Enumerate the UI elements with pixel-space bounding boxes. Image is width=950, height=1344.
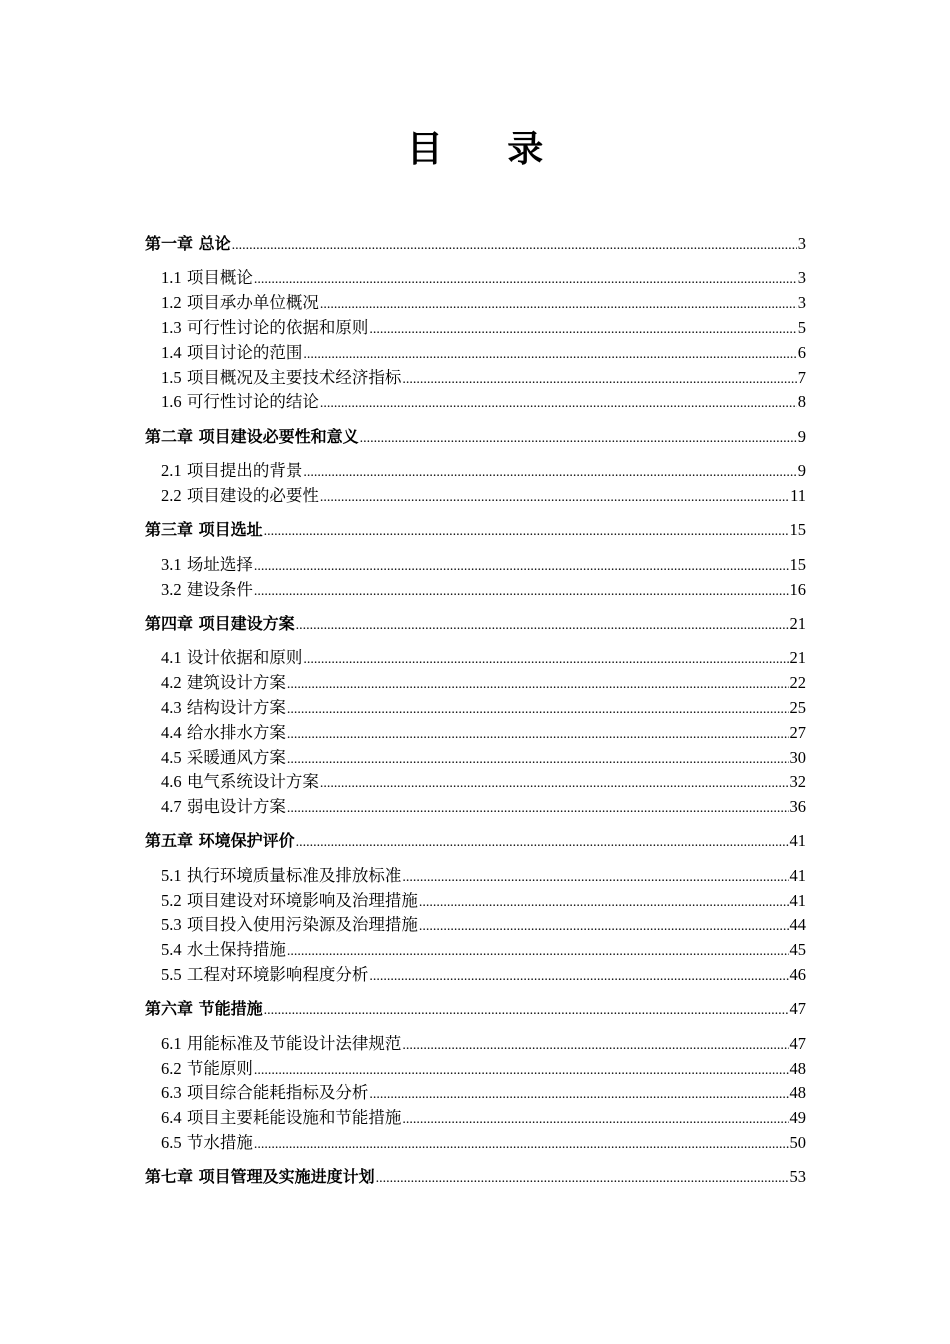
toc-entry-label	[161, 553, 253, 578]
toc-entry-label	[161, 266, 253, 291]
toc-entry-label	[161, 770, 319, 795]
toc-section-entry[interactable]	[145, 646, 806, 671]
toc-entry-text: 项目主要耗能设施和节能措施	[186, 1108, 402, 1128]
toc-page-number: 47	[789, 999, 806, 1019]
toc-entry-label	[161, 746, 286, 771]
toc-entry-text: 项目投入使用污染源及治理措施	[186, 915, 418, 935]
dot-leader	[402, 1034, 788, 1059]
toc-section-entry[interactable]	[145, 889, 806, 914]
toc-entry-label	[161, 366, 401, 391]
toc-section-number: 6.4	[161, 1108, 182, 1128]
toc-section-entry[interactable]	[145, 746, 806, 771]
toc-section-number: 2.1	[161, 461, 182, 481]
toc-entry-label	[145, 425, 359, 450]
dot-leader	[320, 392, 797, 417]
toc-page-number: 3	[797, 234, 806, 253]
toc-entry-text: 项目讨论的范围	[186, 342, 303, 362]
toc-page-number: 11	[790, 485, 806, 505]
toc-entry-text: 第七章 项目管理及实施进度计划	[145, 1167, 375, 1187]
toc-page-number: 3	[797, 268, 806, 288]
toc-entry-label	[161, 1131, 253, 1156]
toc-section-entry[interactable]	[145, 1081, 806, 1106]
toc-entry-text: 场址选择	[186, 554, 253, 574]
toc-page-number: 9	[797, 461, 806, 481]
toc-entry-label	[161, 889, 418, 914]
toc-page-number: 15	[789, 520, 806, 540]
dot-leader	[254, 580, 789, 605]
toc-entry-text: 工程对环境影响程度分析	[186, 965, 369, 985]
toc-entry-label	[161, 459, 302, 484]
toc-section-entry[interactable]	[145, 459, 806, 484]
toc-page-number: 6	[797, 342, 806, 362]
dot-leader	[232, 234, 797, 259]
dot-leader	[287, 673, 789, 698]
toc-entry-label	[161, 291, 319, 316]
dot-leader	[296, 831, 789, 856]
dot-leader	[402, 1108, 788, 1133]
dot-leader	[254, 1133, 789, 1158]
toc-section-number: 4.3	[161, 697, 182, 717]
toc-entry-text: 结构设计方案	[186, 697, 286, 717]
toc-section-entry[interactable]	[145, 1057, 806, 1082]
dot-leader	[296, 614, 789, 639]
toc-entry-text: 第二章 项目建设必要性和意义	[145, 426, 359, 446]
toc-section-entry[interactable]	[145, 913, 806, 938]
toc-page-number: 48	[789, 1058, 806, 1078]
toc-section-number: 5.2	[161, 890, 182, 910]
toc-section-number: 1.5	[161, 367, 182, 387]
toc-page-number: 46	[789, 965, 806, 985]
toc-page-number: 44	[789, 915, 806, 935]
toc-entry-label	[161, 913, 418, 938]
toc-section-entry[interactable]	[145, 795, 806, 820]
toc-page-number: 47	[789, 1033, 806, 1053]
toc-section-entry[interactable]	[145, 366, 806, 391]
dot-leader	[254, 268, 797, 293]
toc-entry-text: 第四章 项目建设方案	[145, 613, 295, 633]
toc-section-number: 4.5	[161, 747, 182, 767]
dot-leader	[320, 486, 789, 511]
dot-leader	[287, 797, 789, 822]
toc-entry-label	[161, 1081, 368, 1106]
toc-section-number: 1.3	[161, 317, 182, 337]
toc-page-number: 3	[797, 293, 806, 313]
toc-entry-label	[161, 795, 286, 820]
dot-leader	[320, 772, 789, 797]
toc-entry-label	[145, 829, 295, 854]
dot-leader	[264, 520, 789, 545]
dot-leader	[287, 723, 789, 748]
dot-leader	[360, 427, 797, 452]
toc-entry-text: 电气系统设计方案	[186, 772, 319, 792]
toc-entry-text: 节能原则	[186, 1058, 253, 1078]
toc-entry-text: 第一章 总论	[145, 234, 231, 253]
toc-section-entry[interactable]	[145, 484, 806, 509]
toc-entry-label	[161, 864, 401, 889]
toc-page-number: 45	[789, 940, 806, 960]
toc-section-number: 1.2	[161, 293, 182, 313]
toc-section-entry[interactable]	[145, 721, 806, 746]
dot-leader	[376, 1167, 789, 1192]
toc-entry-label	[145, 1165, 375, 1190]
toc-entry-label	[145, 518, 263, 543]
toc-page-number: 8	[797, 392, 806, 412]
toc-section-number: 5.5	[161, 965, 182, 985]
toc-section-number: 5.4	[161, 940, 182, 960]
toc-entry-text: 设计依据和原则	[186, 648, 303, 668]
dot-leader	[402, 368, 796, 393]
toc-page-number: 50	[789, 1133, 806, 1153]
toc-entry-text: 水土保持措施	[186, 940, 286, 960]
toc-section-number: 6.5	[161, 1133, 182, 1153]
toc-section-number: 4.6	[161, 772, 182, 792]
toc-page-number: 41	[789, 865, 806, 885]
toc-entry-label	[161, 390, 319, 415]
toc-section-number: 4.1	[161, 648, 182, 668]
toc-section-entry[interactable]	[145, 1131, 806, 1156]
toc-entry-label	[161, 721, 286, 746]
toc-page-number: 21	[789, 648, 806, 668]
toc-section-number: 5.1	[161, 865, 182, 885]
toc-section-entry[interactable]	[145, 553, 806, 578]
dot-leader	[419, 915, 789, 940]
toc-entry-text: 给水排水方案	[186, 722, 286, 742]
toc-entry-text: 第三章 项目选址	[145, 520, 263, 540]
toc-section-number: 5.3	[161, 915, 182, 935]
toc-section-number: 4.2	[161, 673, 182, 693]
toc-page-number: 15	[789, 554, 806, 574]
toc-page-number: 41	[789, 890, 806, 910]
dot-leader	[254, 1059, 789, 1084]
toc-entry-text: 项目综合能耗指标及分析	[186, 1083, 369, 1103]
toc-section-number: 6.2	[161, 1058, 182, 1078]
toc-page-number: 21	[789, 613, 806, 633]
toc-section-number: 1.1	[161, 268, 182, 288]
toc-section-entry[interactable]	[145, 316, 806, 341]
toc-section-number: 3.1	[161, 554, 182, 574]
dot-leader	[369, 1083, 788, 1108]
toc-chapter-entry[interactable]	[145, 997, 806, 1022]
toc-entry-text: 节水措施	[186, 1133, 253, 1153]
toc-chapter-entry[interactable]	[145, 829, 806, 854]
toc-entry-text: 弱电设计方案	[186, 797, 286, 817]
toc-entry-label	[161, 671, 286, 696]
toc-page-number: 30	[789, 747, 806, 767]
dot-leader	[264, 999, 789, 1024]
toc-entry-text: 项目概论	[186, 268, 253, 288]
toc-page-number: 22	[789, 673, 806, 693]
toc-entry-label	[161, 938, 286, 963]
toc-page-number: 41	[789, 831, 806, 851]
toc-page-number: 25	[789, 697, 806, 717]
toc-section-entry[interactable]	[145, 266, 806, 291]
toc-section-entry[interactable]	[145, 291, 806, 316]
dot-leader	[287, 748, 789, 773]
dot-leader	[402, 866, 788, 891]
toc-entry-label	[161, 316, 368, 341]
toc-section-number: 3.2	[161, 579, 182, 599]
toc-section-number: 6.1	[161, 1033, 182, 1053]
dot-leader	[254, 555, 789, 580]
toc-entry-label	[161, 341, 302, 366]
toc-page-number: 16	[789, 579, 806, 599]
toc-section-entry[interactable]	[145, 696, 806, 721]
toc-section-entry[interactable]	[145, 963, 806, 988]
toc-section-number: 4.4	[161, 722, 182, 742]
dot-leader	[303, 461, 796, 486]
toc-page-number: 48	[789, 1083, 806, 1103]
toc-section-entry[interactable]	[145, 1032, 806, 1057]
toc-section-entry[interactable]	[145, 938, 806, 963]
toc-page-number: 36	[789, 797, 806, 817]
toc-page-number: 32	[789, 772, 806, 792]
toc-entry-label	[161, 696, 286, 721]
toc-chapter-entry[interactable]	[145, 612, 806, 637]
toc-section-entry[interactable]	[145, 578, 806, 603]
toc-section-entry[interactable]	[145, 1106, 806, 1131]
dot-leader	[287, 698, 789, 723]
toc-entry-text: 采暖通风方案	[186, 747, 286, 767]
page-title: 目 录	[406, 129, 570, 170]
toc-page-number: 9	[797, 426, 806, 446]
toc-chapter-entry[interactable]	[145, 518, 806, 543]
dot-leader	[369, 965, 788, 990]
toc-section-number: 6.3	[161, 1083, 182, 1103]
toc-section-number: 2.2	[161, 485, 182, 505]
toc-section-entry[interactable]	[145, 390, 806, 415]
toc-entry-text: 可行性讨论的结论	[186, 392, 319, 412]
toc-entry-text: 可行性讨论的依据和原则	[186, 317, 369, 337]
toc-section-number: 1.4	[161, 342, 182, 362]
toc-section-entry[interactable]	[145, 671, 806, 696]
toc-entry-label	[161, 1057, 253, 1082]
toc-section-entry[interactable]	[145, 864, 806, 889]
toc-entry-text: 建筑设计方案	[186, 673, 286, 693]
toc-section-entry[interactable]	[145, 341, 806, 366]
toc-entry-label	[145, 997, 263, 1022]
toc-entry-text: 第六章 节能措施	[145, 999, 263, 1019]
toc-chapter-entry[interactable]	[145, 232, 806, 257]
toc-entry-text: 项目概况及主要技术经济指标	[186, 367, 402, 387]
toc-entry-label	[145, 232, 231, 257]
dot-leader	[320, 293, 797, 318]
toc-entry-label	[161, 578, 253, 603]
toc-page-number: 5	[797, 317, 806, 337]
toc-entry-text: 项目建设的必要性	[186, 485, 319, 505]
toc-entry-label	[161, 646, 302, 671]
dot-leader	[419, 891, 789, 916]
dot-leader	[303, 648, 788, 673]
toc-entry-text: 建设条件	[186, 579, 253, 599]
dot-leader	[287, 940, 789, 965]
toc-page-number: 53	[789, 1167, 806, 1187]
toc-section-entry[interactable]	[145, 770, 806, 795]
toc-entry-text: 用能标准及节能设计法律规范	[186, 1033, 402, 1053]
toc-entry-text: 项目建设对环境影响及治理措施	[186, 890, 418, 910]
toc-chapter-entry[interactable]	[145, 425, 806, 450]
toc-entry-label	[161, 963, 368, 988]
toc-page-number: 49	[789, 1108, 806, 1128]
toc-entry-text: 执行环境质量标准及排放标准	[186, 865, 402, 885]
toc-chapter-entry[interactable]	[145, 1165, 806, 1190]
toc-page-number: 27	[789, 722, 806, 742]
toc-section-number: 4.7	[161, 797, 182, 817]
toc-entry-label	[161, 1032, 401, 1057]
toc-entry-text: 项目提出的背景	[186, 461, 303, 481]
dot-leader	[369, 318, 796, 343]
toc-page-number: 7	[797, 367, 806, 387]
toc-entry-label	[161, 1106, 401, 1131]
toc-section-number: 1.6	[161, 392, 182, 412]
toc-entry-text: 项目承办单位概况	[186, 293, 319, 313]
toc-entry-label	[161, 484, 319, 509]
toc-entry-label	[145, 612, 295, 637]
dot-leader	[303, 343, 796, 368]
toc-entry-text: 第五章 环境保护评价	[145, 831, 295, 851]
table-of-contents	[145, 232, 806, 1190]
